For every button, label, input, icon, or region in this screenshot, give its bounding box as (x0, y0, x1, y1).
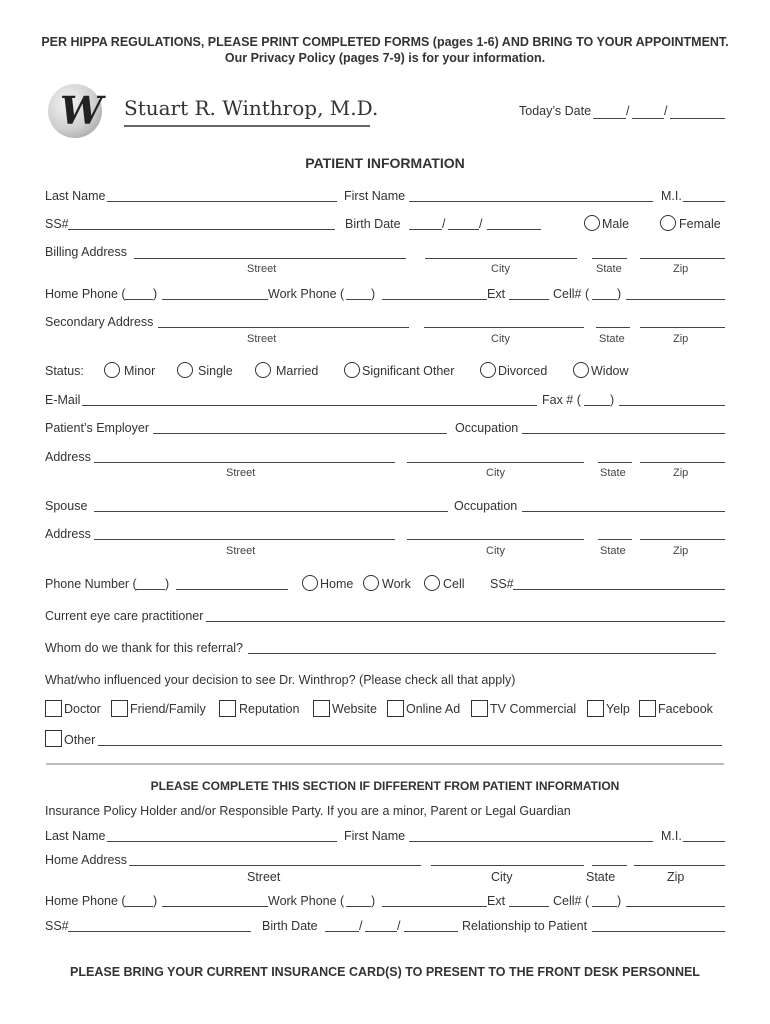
home-phone-label: Home Phone ( (45, 287, 126, 301)
work-phone-area-field[interactable] (346, 299, 371, 300)
ins-home-phone-label: Home Phone ( (45, 894, 126, 908)
fax-area-field[interactable] (584, 405, 610, 406)
todays-date-month[interactable] (593, 118, 626, 119)
first-name-field[interactable] (409, 201, 653, 202)
relationship-label: Relationship to Patient (462, 919, 588, 933)
ins-birth-year-field[interactable] (404, 931, 458, 932)
insurance-subtitle: Insurance Policy Holder and/or Responsible Party. If you are a minor, Parent or Legal Guardian (45, 804, 571, 818)
influence-facebook-checkbox[interactable] (639, 700, 656, 717)
secondary-city-field[interactable] (424, 327, 584, 328)
status-option: Significant Other (362, 364, 455, 378)
billing-state-field[interactable] (592, 258, 627, 259)
ins-work-phone-area-field[interactable] (346, 906, 371, 907)
other-label: Other (64, 733, 96, 747)
street-caption: Street (247, 333, 277, 345)
city-caption: City (491, 870, 513, 884)
ins-last-name-field[interactable] (107, 841, 337, 842)
female-radio[interactable] (660, 215, 676, 231)
secondary-state-field[interactable] (596, 327, 630, 328)
fax-label: Fax # ( (542, 393, 581, 407)
fax-field[interactable] (619, 405, 725, 406)
ins-work-phone-label: Work Phone ( (268, 894, 345, 908)
phone-area-field[interactable] (136, 589, 165, 590)
section-title: PATIENT INFORMATION (305, 155, 465, 171)
influence-yelp-checkbox[interactable] (587, 700, 604, 717)
state-caption: State (596, 263, 622, 275)
ins-home-phone-field[interactable] (162, 906, 268, 907)
city-caption: City (491, 263, 510, 275)
status-option: Minor (124, 364, 156, 378)
first-name-label: First Name (344, 189, 406, 203)
influence-question: What/who influenced your decision to see Dr. Winthrop? (Please check all that apply) (45, 673, 516, 687)
ins-birth-date-label: Birth Date (262, 919, 318, 933)
phone-number-field[interactable] (176, 589, 288, 590)
eye-care-field[interactable] (206, 621, 725, 622)
influence-other-checkbox[interactable] (45, 730, 62, 747)
ins-state-field[interactable] (592, 865, 627, 866)
zip-caption: Zip (673, 467, 689, 479)
influence-option: Website (332, 702, 377, 716)
ins-cell-area-field[interactable] (592, 906, 617, 907)
ins-cell-label: Cell# ( (553, 894, 590, 908)
date-slash: / (664, 104, 668, 118)
influence-option: Reputation (239, 702, 300, 716)
todays-date-year[interactable] (670, 118, 725, 119)
header-line-1: PER HIPPA REGULATIONS, PLEASE PRINT COMPLETED FORMS (pages 1-6) AND BRING TO YOUR APPOINTMENT. (41, 35, 729, 49)
billing-zip-field[interactable] (640, 258, 725, 259)
status-option: Married (276, 364, 319, 378)
ins-ss-field[interactable] (68, 931, 251, 932)
female-label: Female (679, 217, 721, 231)
todays-date-day[interactable] (632, 118, 664, 119)
ins-birth-day-field[interactable] (365, 931, 397, 932)
mi-field[interactable] (683, 201, 725, 202)
zip-caption: Zip (667, 870, 685, 884)
zip-caption: Zip (673, 333, 689, 345)
influence-website-checkbox[interactable] (313, 700, 330, 717)
state-caption: State (599, 333, 625, 345)
city-caption: City (486, 545, 505, 557)
status-divorced-radio[interactable] (480, 362, 496, 378)
influence-doctor-checkbox[interactable] (45, 700, 62, 717)
secondary-address-label: Secondary Address (45, 315, 154, 329)
influence-tv-commercial-checkbox[interactable] (471, 700, 488, 717)
influence-reputation-checkbox[interactable] (219, 700, 236, 717)
street-caption: Street (226, 467, 256, 479)
paren: ) (371, 894, 376, 908)
spouse-street-field[interactable] (94, 539, 395, 540)
billing-address-label: Billing Address (45, 245, 127, 259)
other-field[interactable] (98, 745, 722, 746)
ins-ext-field[interactable] (509, 906, 549, 907)
spouse-label: Spouse (45, 499, 88, 513)
insurance-title: PLEASE COMPLETE THIS SECTION IF DIFFERENT FROM PATIENT INFORMATION (150, 779, 620, 793)
influence-friend-family-checkbox[interactable] (111, 700, 128, 717)
state-caption: State (586, 870, 616, 884)
date-slash: / (442, 217, 446, 231)
status-option: Single (198, 364, 233, 378)
status-minor-radio[interactable] (104, 362, 120, 378)
spouse-occupation-label: Occupation (454, 499, 518, 513)
cell-field[interactable] (626, 299, 725, 300)
status-widow-radio[interactable] (573, 362, 589, 378)
status-option: Widow (591, 364, 629, 378)
email-field[interactable] (82, 405, 537, 406)
phone-number-label: Phone Number ( (45, 577, 137, 591)
ins-mi-field[interactable] (683, 841, 725, 842)
referral-label: Whom do we thank for this referral? (45, 641, 243, 655)
employer-zip-field[interactable] (640, 462, 725, 463)
influence-option: Online Ad (406, 702, 461, 716)
footer-note: PLEASE BRING YOUR CURRENT INSURANCE CARD(S) TO PRESENT TO THE FRONT DESK PERSONNEL (70, 965, 700, 979)
male-radio[interactable] (584, 215, 600, 231)
email-label: E-Mail (45, 393, 81, 407)
ins-home-phone-area-field[interactable] (125, 906, 153, 907)
ins-last-name-label: Last Name (45, 829, 106, 843)
eye-care-label: Current eye care practitioner (45, 609, 204, 623)
home-phone-area-field[interactable] (125, 299, 153, 300)
spouse-ss-field[interactable] (513, 589, 725, 590)
paren: ) (153, 894, 158, 908)
relationship-field[interactable] (592, 931, 725, 932)
spouse-occupation-field[interactable] (522, 511, 725, 512)
street-caption: Street (247, 263, 277, 275)
male-label: Male (602, 217, 630, 231)
street-caption: Street (247, 870, 281, 884)
patients-employer-label: Patient’s Employer (45, 421, 149, 435)
influence-option: Doctor (64, 702, 101, 716)
employer-city-field[interactable] (407, 462, 584, 463)
ext-field[interactable] (509, 299, 549, 300)
street-caption: Street (226, 545, 256, 557)
state-caption: State (600, 467, 626, 479)
cell-label: Cell# ( (553, 287, 590, 301)
billing-street-field[interactable] (134, 258, 406, 259)
paren: ) (153, 287, 158, 301)
status-single-radio[interactable] (177, 362, 193, 378)
spouse-state-field[interactable] (598, 539, 632, 540)
spouse-field[interactable] (94, 511, 448, 512)
birth-date-label: Birth Date (345, 217, 401, 231)
spouse-city-field[interactable] (407, 539, 584, 540)
influence-option: Friend/Family (130, 702, 206, 716)
referral-field[interactable] (248, 653, 716, 654)
paren: ) (617, 287, 622, 301)
city-caption: City (486, 467, 505, 479)
status-option: Divorced (498, 364, 548, 378)
ins-cell-field[interactable] (626, 906, 725, 907)
work-phone-label: Work Phone ( (268, 287, 345, 301)
ins-first-name-label: First Name (344, 829, 406, 843)
employer-field[interactable] (153, 433, 447, 434)
date-slash: / (479, 217, 483, 231)
paren: ) (617, 894, 622, 908)
paren: ) (371, 287, 376, 301)
occupation-label: Occupation (455, 421, 519, 435)
last-name-label: Last Name (45, 189, 106, 203)
ins-zip-field[interactable] (634, 865, 725, 866)
ss-label: SS# (45, 217, 69, 231)
todays-date-label: Today’s Date (519, 104, 592, 118)
phone-home-radio[interactable] (302, 575, 318, 591)
status-label: Status: (45, 364, 84, 378)
phone-home-label: Home (320, 577, 354, 591)
zip-caption: Zip (673, 545, 689, 557)
home-phone-field[interactable] (162, 299, 268, 300)
phone-cell-radio[interactable] (424, 575, 440, 591)
ins-city-field[interactable] (431, 865, 584, 866)
header-line-2: Our Privacy Policy (pages 7-9) is for your information. (224, 51, 546, 65)
influence-option: Yelp (606, 702, 630, 716)
spouse-address-label: Address (45, 527, 91, 541)
paren: ) (610, 393, 615, 407)
secondary-street-field[interactable] (158, 327, 409, 328)
billing-city-field[interactable] (425, 258, 577, 259)
ins-ext-label: Ext (487, 894, 506, 908)
logo-figure-icon: W (60, 88, 103, 133)
birth-month-field[interactable] (409, 229, 442, 230)
date-slash: / (397, 919, 401, 933)
occupation-field[interactable] (522, 433, 725, 434)
status-significant-other-radio[interactable] (344, 362, 360, 378)
birth-year-field[interactable] (487, 229, 541, 230)
ins-work-phone-field[interactable] (382, 906, 487, 907)
last-name-field[interactable] (107, 201, 337, 202)
city-caption: City (491, 333, 510, 345)
ins-birth-month-field[interactable] (325, 931, 359, 932)
secondary-zip-field[interactable] (640, 327, 725, 328)
date-slash: / (626, 104, 630, 118)
status-married-radio[interactable] (255, 362, 271, 378)
employer-state-field[interactable] (598, 462, 632, 463)
employer-address-label: Address (45, 450, 91, 464)
influence-option: Facebook (658, 702, 713, 716)
phone-cell-label: Cell (443, 577, 465, 591)
work-phone-field[interactable] (382, 299, 487, 300)
mi-label: M.I. (661, 189, 682, 203)
phone-work-label: Work (382, 577, 411, 591)
zip-caption: Zip (673, 263, 689, 275)
section-divider (46, 763, 724, 765)
spouse-zip-field[interactable] (640, 539, 725, 540)
ins-mi-label: M.I. (661, 829, 682, 843)
ins-home-address-label: Home Address (45, 853, 127, 867)
ss-field[interactable] (68, 229, 335, 230)
birth-day-field[interactable] (448, 229, 479, 230)
paren: ) (165, 577, 170, 591)
ins-ss-label: SS# (45, 919, 69, 933)
ins-street-field[interactable] (129, 865, 421, 866)
ins-first-name-field[interactable] (409, 841, 653, 842)
employer-street-field[interactable] (94, 462, 395, 463)
ext-label: Ext (487, 287, 506, 301)
winthrop-figure-logo (48, 84, 102, 138)
phone-work-radio[interactable] (363, 575, 379, 591)
state-caption: State (600, 545, 626, 557)
doctor-name: Stuart R. Winthrop, M.D. (124, 96, 379, 120)
influence-online-ad-checkbox[interactable] (387, 700, 404, 717)
influence-option: TV Commercial (490, 702, 577, 716)
spouse-ss-label: SS# (490, 577, 514, 591)
cell-area-field[interactable] (592, 299, 617, 300)
date-slash: / (359, 919, 363, 933)
doctor-name-rule (124, 125, 370, 127)
